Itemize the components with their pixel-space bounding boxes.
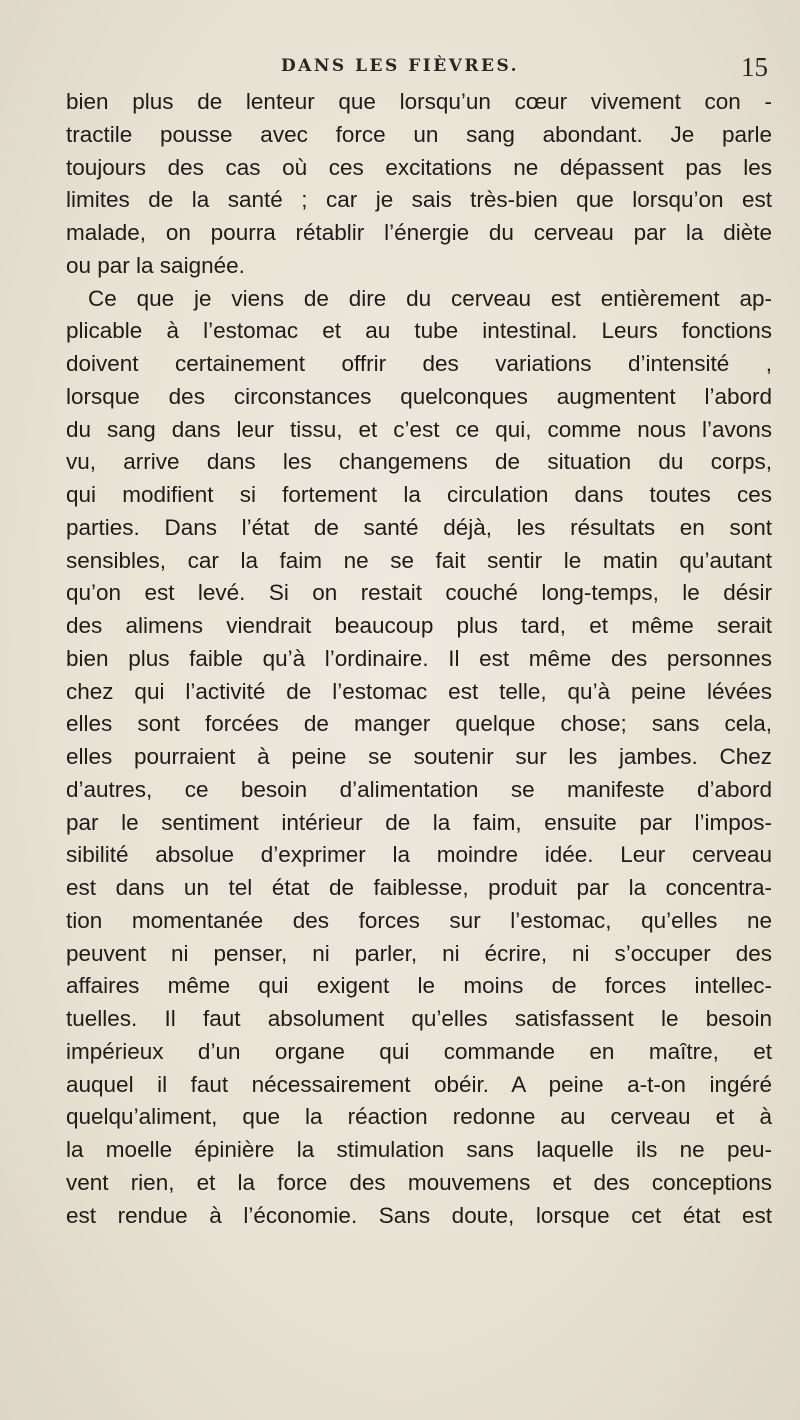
text-line: bien plus de lenteur que lorsqu’un cœur vivement con - [66, 89, 772, 114]
text-line: elles pourraient à peine se soutenir sur les jambes. Chez [66, 744, 772, 769]
text-line: bien plus faible qu’à l’ordinaire. Il est même des personnes [66, 645, 772, 671]
text-line: vu, arrive dans les changemens de situation du corps, [66, 449, 772, 475]
text-line: parties. Dans l’état de santé déjà, les résultats en sont [66, 514, 772, 540]
text-line: plicable à l’estomac et au tube intestinal. Leurs fonctions [66, 318, 772, 344]
text-line: malade, on pourra rétablir l’énergie du cerveau par la diète [66, 220, 772, 245]
text-line: chez qui l’activité de l’estomac est telle, qu’à peine lévées [66, 678, 772, 704]
text-line: doivent certainement offrir des variations d’intensité , [66, 351, 772, 376]
text-line: quelqu’aliment, que la réaction redonne au cerveau et à [66, 1104, 772, 1130]
text-line: vent rien, et la force des mouvemens et des conceptions [66, 1169, 772, 1195]
text-line: sensibles, car la faim ne se fait sentir le matin qu’autant [66, 547, 772, 573]
text-line: toujours des cas où ces excitations ne dépassent pas les [66, 154, 772, 180]
text-line: lorsque des circonstances quelconques augmentent l’abord [66, 383, 772, 409]
text-line: tractile pousse avec force un sang abondant. Je parle [66, 121, 772, 147]
text-line: limites de la santé ; car je sais très-bien que lorsqu’on est [66, 187, 772, 213]
text-line: est rendue à l’économie. Sans doute, lorsque cet état est [66, 1202, 772, 1228]
running-title: DANS LES FIÈVRES. [280, 56, 520, 76]
text-line: sibilité absolue d’exprimer la moindre idée. Leur cerveau [66, 842, 772, 868]
text-line: elles sont forcées de manger quelque chose; sans cela, [66, 711, 772, 737]
text-line: des alimens viendrait beaucoup plus tard, et même serait [66, 613, 772, 638]
page-number: 15 [741, 52, 768, 82]
text-line: impérieux d’un organe qui commande en maître, et [66, 1038, 772, 1064]
text-line: Ce que je viens de dire du cerveau est entièrement ap- [88, 285, 772, 311]
text-line: peuvent ni penser, ni parler, ni écrire, ni s’occuper des [66, 940, 772, 966]
text-line: qui modifient si fortement la circulation dans toutes ces [66, 482, 772, 507]
text-line: tuelles. Il faut absolument qu’elles satisfassent le besoin [66, 1006, 772, 1031]
text-line: du sang dans leur tissu, et c’est ce qui, comme nous l’avons [66, 416, 772, 442]
text-line: par le sentiment intérieur de la faim, ensuite par l’impos- [66, 809, 772, 835]
text-line: d’autres, ce besoin d’alimentation se manifeste d’abord [66, 776, 772, 802]
text-line: tion momentanée des forces sur l’estomac, qu’elles ne [66, 907, 772, 933]
running-head [0, 50, 800, 86]
body-text [66, 86, 772, 1232]
text-line: qu’on est levé. Si on restait couché long-temps, le désir [66, 580, 772, 606]
text-line: ou par la saignée. [66, 252, 245, 278]
text-line: la moelle épinière la stimulation sans laquelle ils ne peu- [66, 1137, 772, 1162]
text-line: est dans un tel état de faiblesse, produit par la concentra- [66, 875, 772, 900]
text-line: affaires même qui exigent le moins de forces intellec- [66, 973, 772, 999]
text-line: auquel il faut nécessairement obéir. A peine a-t-on ingéré [66, 1071, 772, 1097]
